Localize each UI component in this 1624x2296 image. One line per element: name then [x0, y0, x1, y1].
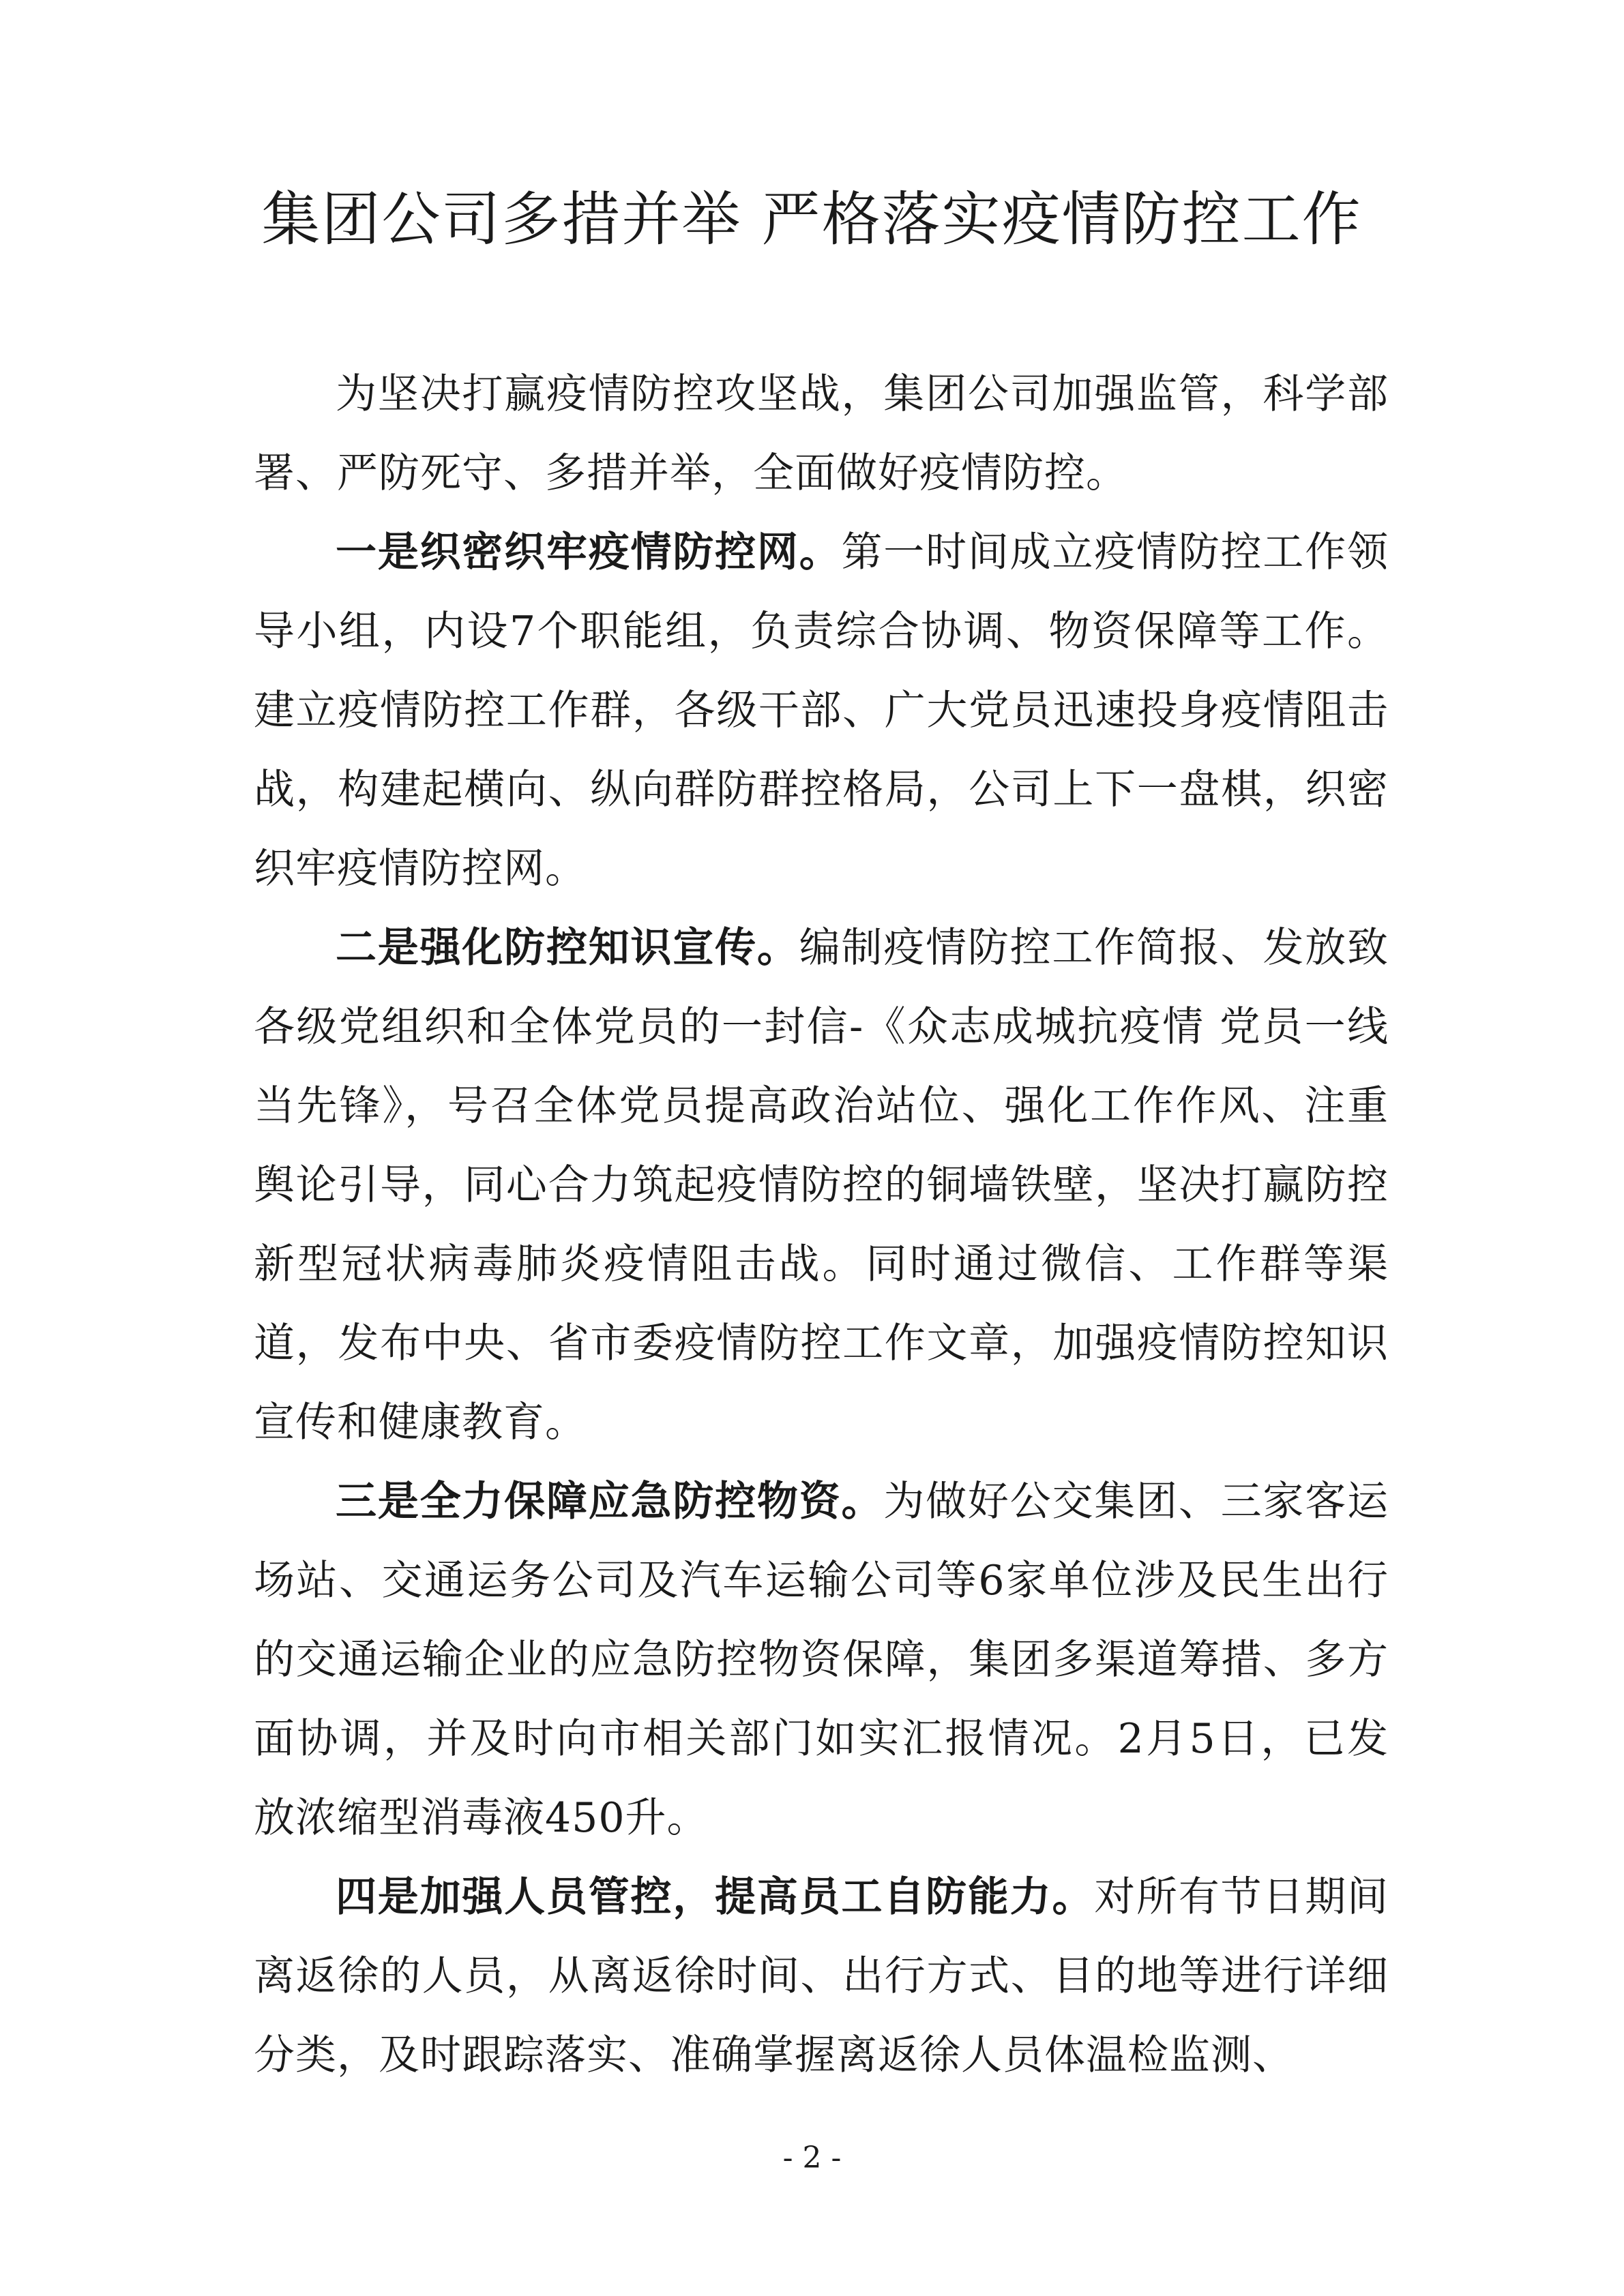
paragraph-measure-1 [254, 513, 1389, 908]
paragraph-text: 第一时间成立疫情防控工作领导小组，内设7个职能组，负责综合协调、物资保障等工作。建立疫情防控工作群，各级干部、广大党员迅速投身疫情阻击战，构建起横向、纵向群防群控格局，公司上下一盘棋，织密织牢疫情防控网。 [254, 528, 1389, 893]
paragraph-text: 对所有节日期间离返徐的人员，从离返徐时间、出行方式、目的地等进行详细分类，及时跟踪落实、准确掌握离返徐人员体温检监测、 [254, 1873, 1389, 2079]
paragraph-text: 为做好公交集团、三家客运场站、交通运务公司及汽车运输公司等6家单位涉及民生出行的交通运输企业的应急防控物资保障，集团多渠道筹措、多方面协调，并及时向市相关部门如实汇报情况。2月5日，已发放浓缩型消毒液450升。 [254, 1478, 1389, 1842]
document-title: 集团公司多措并举 严格落实疫情防控工作 [261, 185, 1362, 254]
page-number: - 2 - [782, 2141, 842, 2175]
paragraph-lead: 四是加强人员管控，提高员工自防能力。 [336, 1873, 1095, 1921]
paragraph-lead: 二是强化防控知识宣传。 [336, 924, 799, 972]
paragraph-text: 为坚决打赢疫情防控攻坚战，集团公司加强监管，科学部署、严防死守、多措并举，全面做好疫情防控。 [254, 370, 1389, 497]
document-body [254, 355, 1389, 2095]
paragraph-lead: 一是织密织牢疫情防控网。 [336, 528, 842, 576]
paragraph-measure-4 [254, 1858, 1389, 2095]
paragraph-intro [254, 355, 1389, 513]
paragraph-measure-3 [254, 1462, 1389, 1858]
paragraph-measure-2 [254, 908, 1389, 1462]
paragraph-text: 编制疫情防控工作简报、发放致各级党组织和全体党员的一封信-《众志成城抗疫情 党员一线当先锋》，号召全体党员提高政治站位、强化工作作风、注重舆论引导，同心合力筑起疫情防控的铜墙铁壁，坚决打赢防控新型冠状病毒肺炎疫情阻击战。同时通过微信、工作群等渠道，发布中央、省市委疫情防控工作文章，加强疫情防控知识宣传和健康教育。 [254, 924, 1389, 1446]
paragraph-lead: 三是全力保障应急防控物资。 [336, 1478, 884, 1525]
